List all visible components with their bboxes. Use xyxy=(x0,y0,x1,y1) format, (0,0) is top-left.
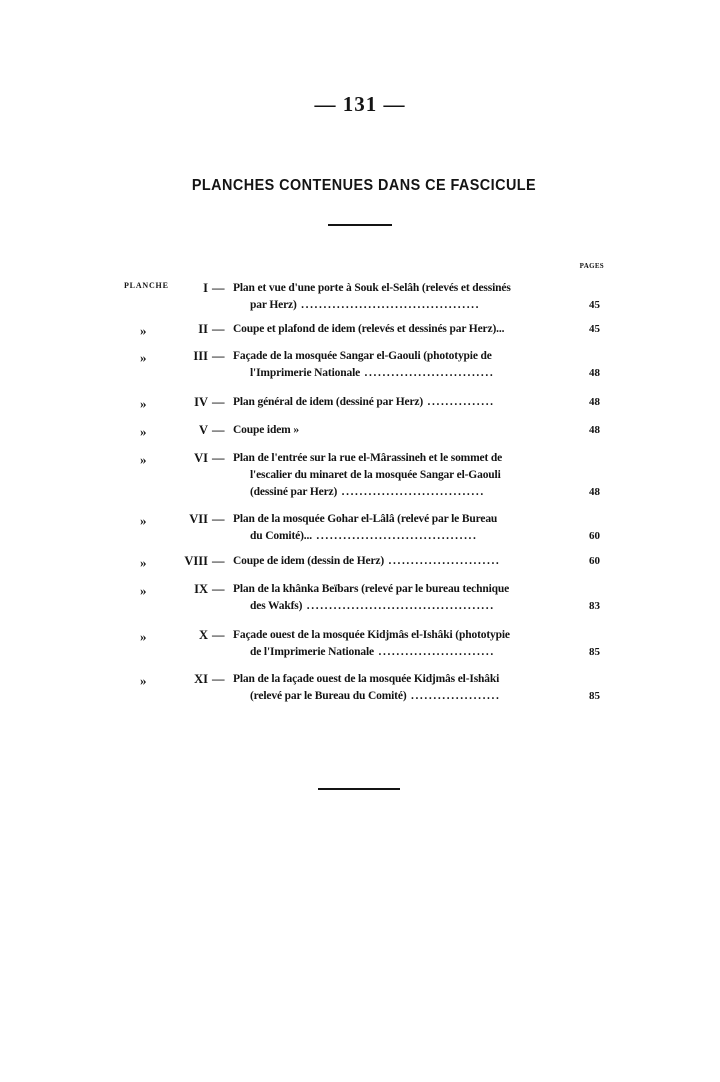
description-line: Plan de la mosquée Gohar el-Lâlâ (relevé par le Bureau xyxy=(233,513,498,525)
page-ref: 85 xyxy=(589,690,600,702)
em-dash: — xyxy=(212,423,225,437)
plate-entry xyxy=(0,581,720,621)
description-line: Coupe et plafond de idem (relevés et dessinés par Herz)... xyxy=(233,323,505,335)
plate-numeral: IX xyxy=(194,582,208,596)
page-ref: 85 xyxy=(589,646,600,658)
ditto-mark: » xyxy=(140,323,147,338)
page-title: PLANCHES CONTENUES DANS CE FASCICULE xyxy=(191,177,537,194)
description-line: du Comité)... .................................... xyxy=(250,530,478,542)
plate-description xyxy=(233,581,573,615)
description-line: Plan de la façade ouest de la mosquée Kidjmâs el-Ishâki xyxy=(233,673,500,685)
description-line: de l'Imprimerie Nationale .......................... xyxy=(250,646,495,658)
plate-numeral: VII xyxy=(189,512,208,526)
ditto-mark: » xyxy=(140,583,147,598)
page-ref: 83 xyxy=(589,600,600,612)
plate-description xyxy=(233,348,573,382)
plate-numeral: VI xyxy=(194,451,208,465)
plate-numeral: I xyxy=(203,281,208,295)
em-dash: — xyxy=(212,395,225,409)
page-ref: 60 xyxy=(589,530,600,542)
em-dash: — xyxy=(212,628,225,642)
title-divider xyxy=(328,224,392,226)
plate-entry xyxy=(0,280,720,320)
em-dash: — xyxy=(212,322,225,336)
description-line: l'escalier du minaret de la mosquée Sangar el-Gaouli xyxy=(250,469,501,481)
plate-description xyxy=(233,321,573,338)
plate-numeral: IV xyxy=(194,395,208,409)
description-line: Plan et vue d'une porte à Souk el-Selâh (relevés et dessinés xyxy=(233,282,511,294)
leader-dots: ......................... xyxy=(384,555,501,567)
ditto-mark: » xyxy=(140,350,147,365)
page-ref: 45 xyxy=(589,299,600,311)
page-ref: 48 xyxy=(589,396,600,408)
em-dash: — xyxy=(212,582,225,596)
ditto-mark: » xyxy=(140,396,147,411)
description-line: Coupe de idem (dessin de Herz) ......................... xyxy=(233,555,501,567)
plate-description xyxy=(233,280,573,314)
leader-dots: ............................. xyxy=(360,367,495,379)
description-line: Plan général de idem (dessiné par Herz) ............... xyxy=(233,396,495,408)
em-dash: — xyxy=(212,451,225,465)
plate-numeral: II xyxy=(198,322,208,336)
plate-description xyxy=(233,394,573,411)
plate-description xyxy=(233,671,573,705)
ditto-mark: » xyxy=(140,673,147,688)
plate-numeral: V xyxy=(198,423,208,437)
plate-description xyxy=(233,553,573,570)
ditto-mark: » xyxy=(140,452,147,467)
plate-entry xyxy=(0,511,720,551)
plate-numeral: VIII xyxy=(184,554,208,568)
plate-description xyxy=(233,422,573,439)
description-line: (relevé par le Bureau du Comité) .................... xyxy=(250,690,501,702)
ditto-mark: » xyxy=(140,424,147,439)
ditto-mark: » xyxy=(140,555,147,570)
plate-entry xyxy=(0,348,720,388)
description-line: Façade ouest de la mosquée Kidjmâs el-Ishâki (phototypie xyxy=(233,629,510,641)
plate-numeral: XI xyxy=(194,672,208,686)
description-line: (dessiné par Herz) ................................ xyxy=(250,486,485,498)
page-ref: 45 xyxy=(589,323,600,335)
ditto-mark: » xyxy=(140,513,147,528)
description-line: Coupe idem » xyxy=(233,424,299,436)
page-number: — 131 — xyxy=(314,92,406,116)
ditto-mark: » xyxy=(140,629,147,644)
leader-dots: .................... xyxy=(406,690,501,702)
plate-numeral: III xyxy=(193,349,208,363)
leader-dots: ........................................ xyxy=(296,299,481,311)
plate-entry xyxy=(0,671,720,711)
description-line: l'Imprimerie Nationale ............................. xyxy=(250,367,495,379)
description-line: Plan de la khânka Beïbars (relevé par le bureau technique xyxy=(233,583,510,595)
planche-row-label: PLANCHE xyxy=(124,281,169,290)
em-dash: — xyxy=(212,512,225,526)
plate-numeral: X xyxy=(198,628,208,642)
em-dash: — xyxy=(212,554,225,568)
plate-description xyxy=(233,627,573,661)
plate-description xyxy=(233,450,573,501)
description-line: des Wakfs) .......................................... xyxy=(250,600,495,612)
leader-dots: .......................................... xyxy=(302,600,495,612)
bottom-divider xyxy=(318,788,400,790)
plate-entry xyxy=(0,450,720,498)
plate-entry xyxy=(0,627,720,667)
description-line: Plan de l'entrée sur la rue el-Mârassineh et le sommet de xyxy=(233,452,503,464)
em-dash: — xyxy=(212,281,225,295)
page-ref: 48 xyxy=(589,367,600,379)
leader-dots: .................................... xyxy=(311,530,478,542)
description-line: Façade de la mosquée Sangar el-Gaouli (phototypie de xyxy=(233,350,492,362)
description-line: par Herz) ........................................ xyxy=(250,299,481,311)
page-ref: 48 xyxy=(589,486,600,498)
leader-dots: .......................... xyxy=(374,646,495,658)
page-ref: 60 xyxy=(589,555,600,567)
plate-description xyxy=(233,511,573,545)
leader-dots: ............... xyxy=(423,396,495,408)
leader-dots: ................................ xyxy=(337,486,485,498)
em-dash: — xyxy=(212,672,225,686)
pages-column-header: PAGES xyxy=(579,262,604,270)
page-ref: 48 xyxy=(589,424,600,436)
em-dash: — xyxy=(212,349,225,363)
